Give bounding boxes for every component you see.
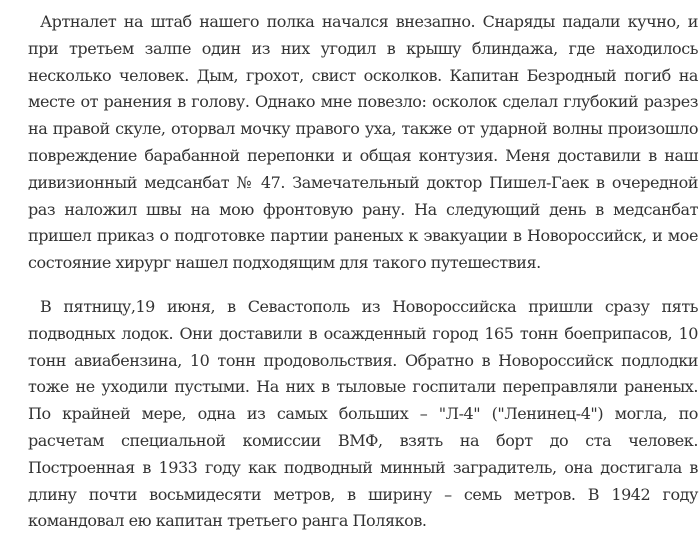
article-paragraph: В пятницу,19 июня, в Севастополь из Новороссийска пришли сразу пять подводных лодок. Они доставили в осажденный город 165 тонн боеприпасов, 10 тонн авиабензина, 10 тонн продовольствия. Обратно в Новороссийск подлодки тоже не уходили пустыми. На них в тыловые госпитали переправляли раненых. По крайней мере, одна из самых больших – "Л-4" ("Ленинец-4") могла, по расчетам специальной комиссии ВМФ, взять на борт до ста человек. Построенная в 1933 году как подводный минный заградитель, она достигала в длину почти восьмидесяти метров, в ширину – семь метров. В 1942 году командовал ею капитан третьего ранга Поляков. bbox=[28, 296, 698, 531]
article-paragraph: Артналет на штаб нашего полка начался внезапно. Снаряды падали кучно, и при третьем залпе один из них угодил в крышу блиндажа, где находилось несколько человек. Дым, грохот, свист осколков. Капитан Безродный погиб на месте от ранения в голову. Однако мне повезло: осколок сделал глубокий разрез на правой скуле, оторвал мочку правого уха, также от ударной волны произошло повреждение барабанной перепонки и общая контузия. Меня доставили в наш дивизионный медсанбат № 47. Замечательный доктор Пишел-Гаек в очередной раз наложил швы на мою фронтовую рану. На следующий день в медсанбат пришел приказ о подготовке партии раненых к эвакуации в Новороссийск, и мое состояние хирург нашел подходящим для такого путешествия. bbox=[28, 12, 698, 273]
